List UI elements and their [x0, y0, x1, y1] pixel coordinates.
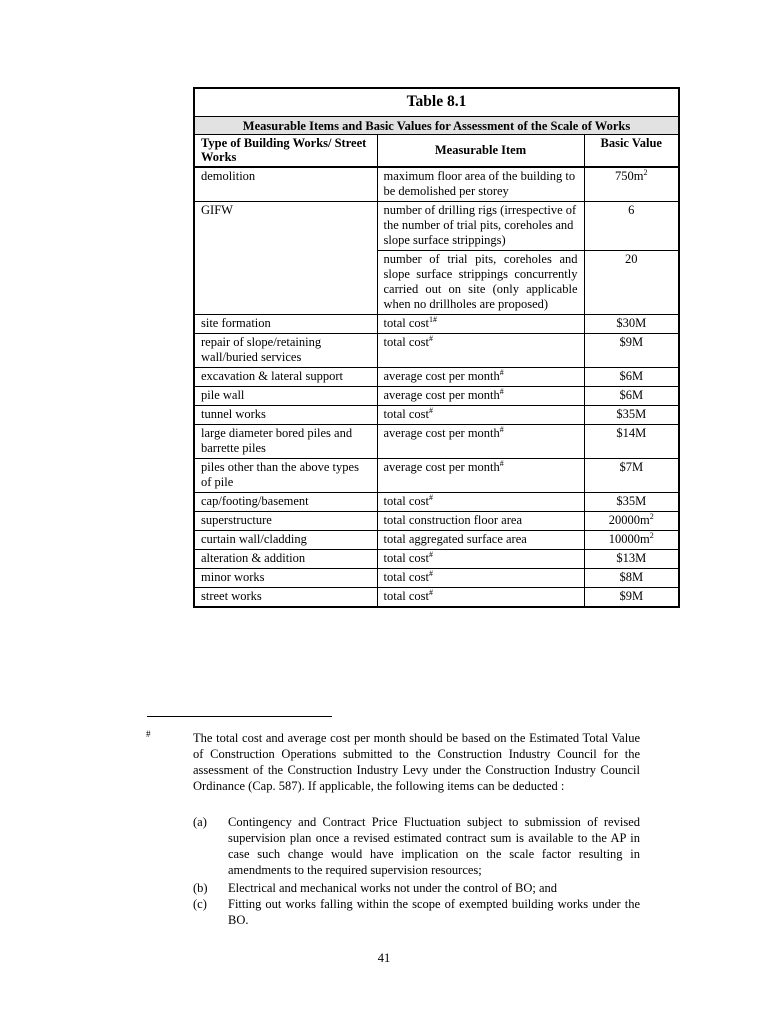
footnote-mark: # — [146, 729, 151, 739]
footnote-ref: 1# — [428, 315, 437, 324]
table-row — [194, 387, 679, 406]
footnote-list — [193, 814, 640, 928]
cell-value: $6M — [584, 387, 679, 406]
table-row — [194, 334, 679, 368]
footnote-item-label: (c) — [193, 897, 207, 911]
table-row — [194, 493, 679, 512]
cell-value: $35M — [584, 493, 679, 512]
cell-item: total cost# — [377, 569, 584, 588]
cell-value: $9M — [584, 588, 679, 608]
footnote-item-label: (a) — [193, 815, 207, 829]
footnote-ref: # — [428, 588, 433, 597]
footnote-ref: # — [428, 334, 433, 343]
footnote-rule — [147, 716, 332, 717]
cell-type: superstructure — [194, 512, 377, 531]
table-row — [194, 550, 679, 569]
footnote-text: The total cost and average cost per month should be based on the Estimated Total Value of Construction Operations submitted to the Construction Industry Council for the assessment of the Construction Industry Levy under the Construction Industry Council Ordinance (Cap. 587). If applicable, the following items can be deducted : — [193, 731, 640, 793]
header-type: Type of Building Works/ Street Works — [194, 135, 377, 168]
cell-item: total cost# — [377, 493, 584, 512]
footnote-item — [193, 814, 640, 878]
cell-type: GIFW — [194, 202, 377, 315]
cell-item: total cost# — [377, 588, 584, 608]
cell-type: demolition — [194, 167, 377, 202]
footnote-item — [193, 880, 640, 896]
cell-type: tunnel works — [194, 406, 377, 425]
cell-value: $6M — [584, 368, 679, 387]
table-row — [194, 202, 679, 251]
cell-item: maximum floor area of the building to be demolished per storey — [377, 167, 584, 202]
cell-item: total cost# — [377, 550, 584, 569]
cell-item: average cost per month# — [377, 368, 584, 387]
cell-value: $14M — [584, 425, 679, 459]
cell-type: repair of slope/retaining wall/buried services — [194, 334, 377, 368]
footnote-ref: # — [428, 406, 433, 415]
cell-item: total cost# — [377, 406, 584, 425]
cell-item: total cost# — [377, 334, 584, 368]
cell-item: total cost$^{1\#}$ — [377, 315, 584, 334]
footnote-ref: # — [428, 493, 433, 502]
cell-item: average cost per month# — [377, 459, 584, 493]
cell-type: curtain wall/cladding — [194, 531, 377, 550]
footnote-ref: # — [499, 459, 504, 468]
unit-superscript: 2 — [649, 531, 654, 540]
footnote-item-label: (b) — [193, 881, 208, 895]
table-row — [194, 368, 679, 387]
cell-value: $10000m^2$ — [584, 531, 679, 550]
unit-superscript: 2 — [643, 168, 648, 177]
page-number: 41 — [377, 951, 391, 965]
header-item: Measurable Item — [377, 135, 584, 168]
cell-value: 6 — [584, 202, 679, 251]
cell-type: site formation — [194, 315, 377, 334]
cell-type: piles other than the above types of pile — [194, 459, 377, 493]
cell-value: $8M — [584, 569, 679, 588]
cell-type: large diameter bored piles and barrette piles — [194, 425, 377, 459]
footnote-ref: # — [428, 569, 433, 578]
table-row — [194, 425, 679, 459]
cell-type: minor works — [194, 569, 377, 588]
table-row — [194, 459, 679, 493]
footnote-ref: # — [499, 387, 504, 396]
cell-value: $30M — [584, 315, 679, 334]
footnote-item — [193, 896, 640, 928]
table-row — [194, 531, 679, 550]
unit-superscript: 2 — [649, 512, 654, 521]
cell-type: alteration & addition — [194, 550, 377, 569]
table-title: Table 8.1 — [194, 88, 679, 117]
cell-type: pile wall — [194, 387, 377, 406]
cell-value: $750m^2$ — [584, 167, 679, 202]
scale-of-works-table — [193, 87, 680, 608]
footnote-ref: # — [499, 368, 504, 377]
footnote-item-text: Fitting out works falling within the scope of exempted building works under the BO. — [228, 897, 640, 927]
cell-item: average cost per month# — [377, 387, 584, 406]
cell-item: total construction floor area — [377, 512, 584, 531]
cell-value: 20 — [584, 251, 679, 315]
footnote-ref: # — [428, 550, 433, 559]
footnote-ref: # — [499, 425, 504, 434]
cell-item: number of drilling rigs (irrespective of the number of trial pits, coreholes and slope surface strippings) — [377, 202, 584, 251]
table-subtitle: Measurable Items and Basic Values for Assessment of the Scale of Works — [194, 117, 679, 135]
cell-item: average cost per month# — [377, 425, 584, 459]
table-row — [194, 167, 679, 202]
table-row — [194, 315, 679, 334]
table-row — [194, 569, 679, 588]
table-row — [194, 406, 679, 425]
cell-value: $35M — [584, 406, 679, 425]
table-row — [194, 512, 679, 531]
cell-value: $13M — [584, 550, 679, 569]
cell-type: excavation & lateral support — [194, 368, 377, 387]
footnote-item-text: Electrical and mechanical works not under the control of BO; and — [228, 881, 558, 895]
cell-value: $20000m^2$ — [584, 512, 679, 531]
cell-item: total aggregated surface area — [377, 531, 584, 550]
cell-value: $7M — [584, 459, 679, 493]
cell-type: street works — [194, 588, 377, 608]
table-row — [194, 588, 679, 608]
cell-value: $9M — [584, 334, 679, 368]
cell-type: cap/footing/basement — [194, 493, 377, 512]
cell-item: number of trial pits, coreholes and slope surface strippings concurrently carried out on site (only applicable when no drillholes are proposed) — [377, 251, 584, 315]
footnote-item-text: Contingency and Contract Price Fluctuation subject to submission of revised supervision plan once a revised estimated contract sum is available to the AP in case such change would have implication on the scale factor resulting in amendments to the required supervision resources; — [228, 815, 640, 877]
header-value: Basic Value — [584, 135, 679, 168]
